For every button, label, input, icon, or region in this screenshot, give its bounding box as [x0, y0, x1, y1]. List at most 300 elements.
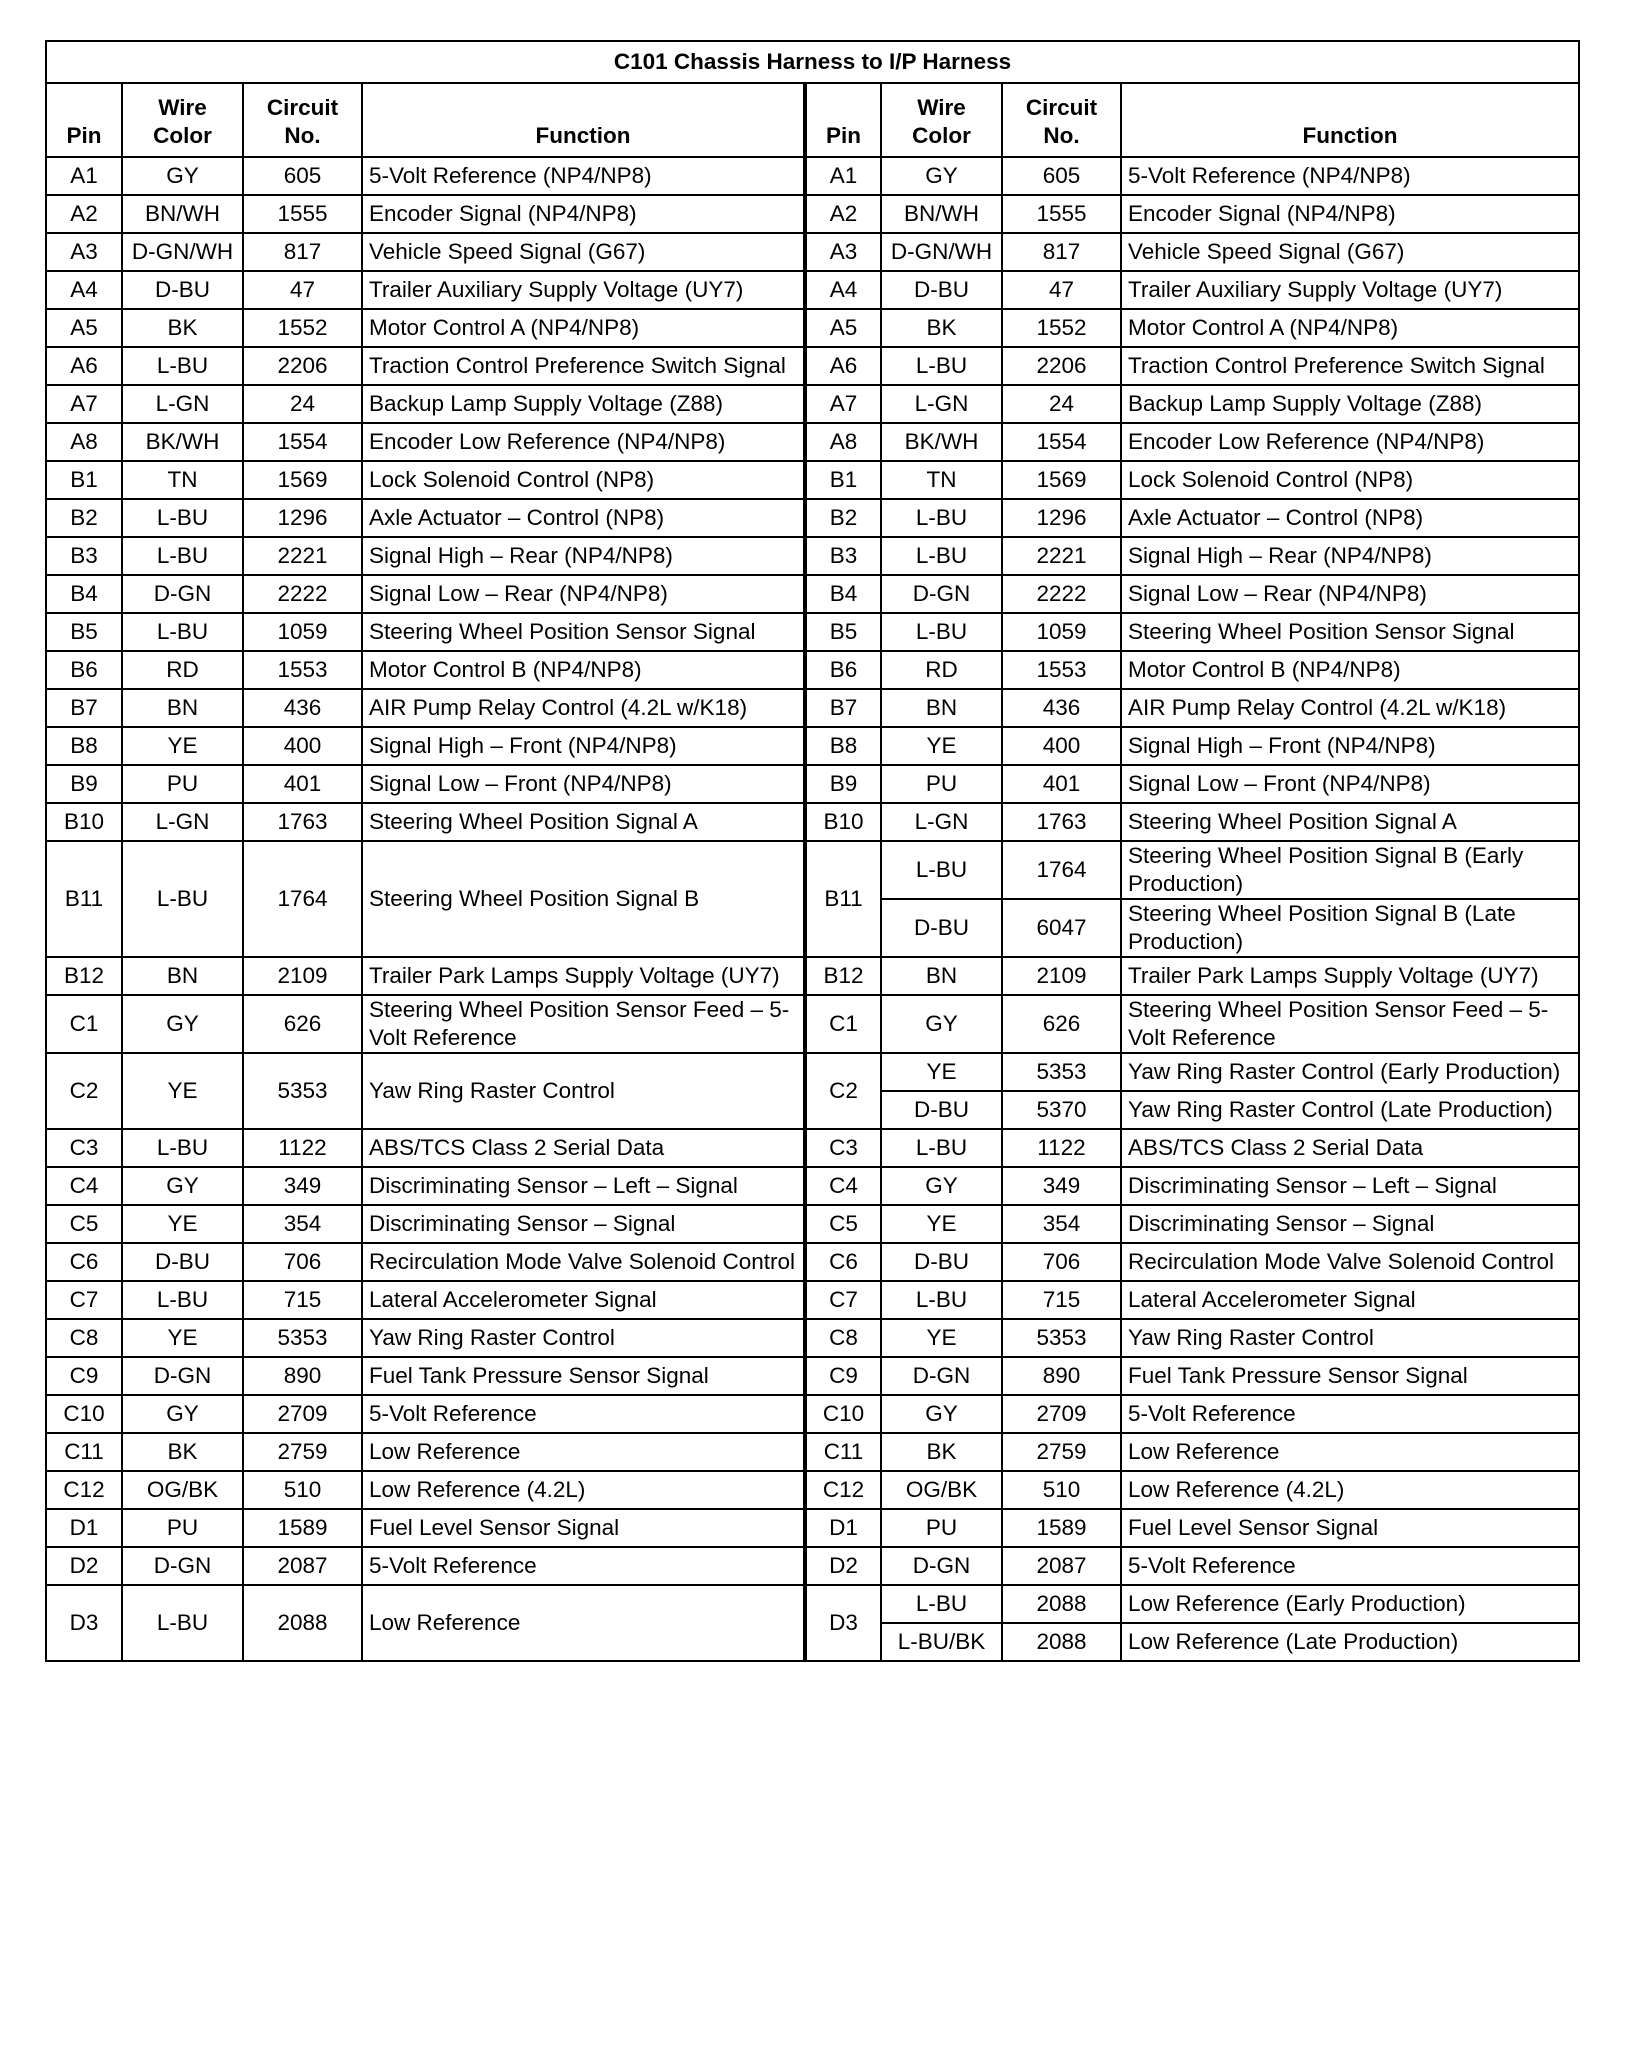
wire-color-cell: D-BU	[881, 1091, 1002, 1129]
pin-cell: C4	[46, 1167, 122, 1205]
header-circuit-left	[243, 83, 362, 157]
circuit-cell: 1552	[1002, 309, 1121, 347]
function-cell: Backup Lamp Supply Voltage (Z88)	[362, 385, 805, 423]
circuit-cell: 1764	[1002, 841, 1121, 899]
function-cell: Steering Wheel Position Signal B (Late Production)	[1121, 899, 1579, 957]
circuit-cell: 5353	[243, 1053, 362, 1129]
circuit-cell: 715	[1002, 1281, 1121, 1319]
pin-cell: A6	[46, 347, 122, 385]
header-circuit-right	[1002, 83, 1121, 157]
function-cell: Traction Control Preference Switch Signal	[362, 347, 805, 385]
pin-cell: D2	[46, 1547, 122, 1585]
table-row	[46, 957, 1579, 995]
circuit-cell: 2109	[1002, 957, 1121, 995]
circuit-cell: 1589	[243, 1509, 362, 1547]
function-cell: Low Reference (Early Production)	[1121, 1585, 1579, 1623]
function-cell: Vehicle Speed Signal (G67)	[1121, 233, 1579, 271]
function-cell: Low Reference	[362, 1585, 805, 1661]
pin-cell: B3	[46, 537, 122, 575]
table-row	[46, 499, 1579, 537]
function-cell: 5-Volt Reference	[362, 1547, 805, 1585]
circuit-cell: 401	[243, 765, 362, 803]
function-cell: 5-Volt Reference	[1121, 1395, 1579, 1433]
function-cell: Yaw Ring Raster Control	[1121, 1319, 1579, 1357]
title-row	[46, 41, 1579, 83]
table-row	[46, 1319, 1579, 1357]
wire-color-cell: L-BU/BK	[881, 1623, 1002, 1661]
header-no-label: No.	[1043, 123, 1080, 148]
function-cell: Low Reference (4.2L)	[362, 1471, 805, 1509]
pin-cell: C5	[805, 1205, 881, 1243]
wire-color-cell: GY	[122, 995, 243, 1053]
function-cell: Lateral Accelerometer Signal	[1121, 1281, 1579, 1319]
circuit-cell: 706	[1002, 1243, 1121, 1281]
circuit-cell: 626	[1002, 995, 1121, 1053]
wire-color-cell: YE	[122, 1205, 243, 1243]
wire-color-cell: GY	[881, 1167, 1002, 1205]
pin-cell: B6	[46, 651, 122, 689]
pinout-document	[45, 40, 1578, 1662]
function-cell: Trailer Auxiliary Supply Voltage (UY7)	[1121, 271, 1579, 309]
wire-color-cell: D-GN	[122, 1357, 243, 1395]
pin-cell: B11	[805, 841, 881, 957]
pin-cell: B12	[46, 957, 122, 995]
header-pin-left: Pin	[46, 83, 122, 157]
pin-cell: D2	[805, 1547, 881, 1585]
wire-color-cell: BN	[881, 689, 1002, 727]
function-cell: Signal High – Rear (NP4/NP8)	[362, 537, 805, 575]
pin-cell: B8	[805, 727, 881, 765]
header-pin-right: Pin	[805, 83, 881, 157]
wire-color-cell: GY	[881, 995, 1002, 1053]
table-row	[46, 841, 1579, 899]
wire-color-cell: YE	[881, 1205, 1002, 1243]
function-cell: Discriminating Sensor – Left – Signal	[362, 1167, 805, 1205]
pin-cell: A4	[805, 271, 881, 309]
table-row	[46, 803, 1579, 841]
function-cell: Low Reference	[362, 1433, 805, 1471]
pin-cell: A4	[46, 271, 122, 309]
table-row	[46, 575, 1579, 613]
table-row	[46, 1053, 1579, 1091]
pin-cell: C12	[46, 1471, 122, 1509]
wire-color-cell: YE	[122, 1319, 243, 1357]
wire-color-cell: GY	[122, 1167, 243, 1205]
function-cell: Fuel Tank Pressure Sensor Signal	[362, 1357, 805, 1395]
circuit-cell: 890	[243, 1357, 362, 1395]
circuit-cell: 2206	[243, 347, 362, 385]
wire-color-cell: L-BU	[881, 1585, 1002, 1623]
circuit-cell: 1763	[243, 803, 362, 841]
wire-color-cell: YE	[122, 1053, 243, 1129]
pin-rows	[46, 157, 1579, 1661]
table-row	[46, 309, 1579, 347]
wire-color-cell: L-BU	[122, 841, 243, 957]
circuit-cell: 24	[243, 385, 362, 423]
pin-cell: A8	[46, 423, 122, 461]
function-cell: Yaw Ring Raster Control (Early Production)	[1121, 1053, 1579, 1091]
function-cell: Axle Actuator – Control (NP8)	[1121, 499, 1579, 537]
circuit-cell: 400	[1002, 727, 1121, 765]
function-cell: Steering Wheel Position Signal B	[362, 841, 805, 957]
circuit-cell: 715	[243, 1281, 362, 1319]
pin-cell: C7	[46, 1281, 122, 1319]
circuit-cell: 1554	[1002, 423, 1121, 461]
circuit-cell: 2221	[243, 537, 362, 575]
circuit-cell: 2222	[1002, 575, 1121, 613]
function-cell: 5-Volt Reference (NP4/NP8)	[1121, 157, 1579, 195]
circuit-cell: 47	[243, 271, 362, 309]
circuit-cell: 2709	[243, 1395, 362, 1433]
function-cell: Steering Wheel Position Signal A	[362, 803, 805, 841]
function-cell: Recirculation Mode Valve Solenoid Control	[1121, 1243, 1579, 1281]
pin-cell: D3	[805, 1585, 881, 1661]
pin-cell: B10	[805, 803, 881, 841]
wire-color-cell: BK	[881, 309, 1002, 347]
pin-cell: C3	[46, 1129, 122, 1167]
function-cell: Steering Wheel Position Sensor Signal	[1121, 613, 1579, 651]
circuit-cell: 1555	[1002, 195, 1121, 233]
pin-cell: A3	[805, 233, 881, 271]
wire-color-cell: D-GN	[881, 1357, 1002, 1395]
pin-cell: C10	[805, 1395, 881, 1433]
function-cell: AIR Pump Relay Control (4.2L w/K18)	[1121, 689, 1579, 727]
wire-color-cell: BK	[881, 1433, 1002, 1471]
table-row	[46, 233, 1579, 271]
table-row	[46, 537, 1579, 575]
circuit-cell: 817	[1002, 233, 1121, 271]
wire-color-cell: TN	[122, 461, 243, 499]
function-cell: 5-Volt Reference	[362, 1395, 805, 1433]
function-cell: Discriminating Sensor – Left – Signal	[1121, 1167, 1579, 1205]
circuit-cell: 349	[1002, 1167, 1121, 1205]
function-cell: ABS/TCS Class 2 Serial Data	[362, 1129, 805, 1167]
header-function-left: Function	[362, 83, 805, 157]
table-row	[46, 1243, 1579, 1281]
table-row	[46, 765, 1579, 803]
table-row	[46, 1395, 1579, 1433]
pin-cell: C11	[46, 1433, 122, 1471]
header-wire-label: Wire	[158, 95, 207, 120]
pin-cell: C11	[805, 1433, 881, 1471]
function-cell: Lock Solenoid Control (NP8)	[362, 461, 805, 499]
wire-color-cell: L-BU	[881, 499, 1002, 537]
function-cell: Signal Low – Front (NP4/NP8)	[1121, 765, 1579, 803]
pin-cell: B4	[805, 575, 881, 613]
circuit-cell: 1296	[243, 499, 362, 537]
function-cell: Encoder Signal (NP4/NP8)	[362, 195, 805, 233]
function-cell: Steering Wheel Position Sensor Feed – 5-Volt Reference	[362, 995, 805, 1053]
circuit-cell: 1553	[1002, 651, 1121, 689]
circuit-cell: 1555	[243, 195, 362, 233]
function-cell: Low Reference (Late Production)	[1121, 1623, 1579, 1661]
circuit-cell: 1569	[243, 461, 362, 499]
pin-cell: B3	[805, 537, 881, 575]
pin-cell: A2	[46, 195, 122, 233]
function-cell: Low Reference	[1121, 1433, 1579, 1471]
circuit-cell: 436	[1002, 689, 1121, 727]
function-cell: Fuel Level Sensor Signal	[1121, 1509, 1579, 1547]
wire-color-cell: L-GN	[122, 385, 243, 423]
function-cell: Yaw Ring Raster Control	[362, 1319, 805, 1357]
pin-cell: A7	[805, 385, 881, 423]
wire-color-cell: L-BU	[881, 1281, 1002, 1319]
header-wire-label: Wire	[917, 95, 966, 120]
wire-color-cell: L-BU	[881, 537, 1002, 575]
circuit-cell: 605	[1002, 157, 1121, 195]
function-cell: Trailer Park Lamps Supply Voltage (UY7)	[1121, 957, 1579, 995]
wire-color-cell: PU	[122, 1509, 243, 1547]
wire-color-cell: TN	[881, 461, 1002, 499]
pin-cell: A8	[805, 423, 881, 461]
function-cell: Steering Wheel Position Sensor Feed – 5-Volt Reference	[1121, 995, 1579, 1053]
pin-cell: B1	[46, 461, 122, 499]
function-cell: Steering Wheel Position Signal A	[1121, 803, 1579, 841]
pin-cell: C1	[46, 995, 122, 1053]
circuit-cell: 2088	[1002, 1585, 1121, 1623]
wire-color-cell: L-BU	[881, 613, 1002, 651]
pin-cell: B7	[46, 689, 122, 727]
wire-color-cell: L-BU	[122, 1585, 243, 1661]
header-circuit-label: Circuit	[266, 95, 339, 120]
table-row	[46, 995, 1579, 1053]
function-cell: Steering Wheel Position Signal B (Early Production)	[1121, 841, 1579, 899]
function-cell: Discriminating Sensor – Signal	[1121, 1205, 1579, 1243]
wire-color-cell: D-GN	[122, 575, 243, 613]
pin-cell: A3	[46, 233, 122, 271]
function-cell: Backup Lamp Supply Voltage (Z88)	[1121, 385, 1579, 423]
function-cell: Low Reference (4.2L)	[1121, 1471, 1579, 1509]
function-cell: Discriminating Sensor – Signal	[362, 1205, 805, 1243]
circuit-cell: 400	[243, 727, 362, 765]
table-row	[46, 1205, 1579, 1243]
wire-color-cell: OG/BK	[881, 1471, 1002, 1509]
wire-color-cell: L-GN	[881, 385, 1002, 423]
table-row	[46, 1471, 1579, 1509]
table-row	[46, 271, 1579, 309]
pin-cell: A6	[805, 347, 881, 385]
function-cell: Encoder Low Reference (NP4/NP8)	[1121, 423, 1579, 461]
circuit-cell: 354	[243, 1205, 362, 1243]
pin-cell: B6	[805, 651, 881, 689]
circuit-cell: 6047	[1002, 899, 1121, 957]
circuit-cell: 817	[243, 233, 362, 271]
table-row	[46, 157, 1579, 195]
wire-color-cell: L-BU	[881, 1129, 1002, 1167]
wire-color-cell: BN	[881, 957, 1002, 995]
wire-color-cell: OG/BK	[122, 1471, 243, 1509]
pin-cell: A5	[805, 309, 881, 347]
pin-cell: A2	[805, 195, 881, 233]
wire-color-cell: D-GN	[122, 1547, 243, 1585]
pin-cell: C2	[46, 1053, 122, 1129]
function-cell: Encoder Low Reference (NP4/NP8)	[362, 423, 805, 461]
circuit-cell: 1589	[1002, 1509, 1121, 1547]
function-cell: Motor Control B (NP4/NP8)	[1121, 651, 1579, 689]
function-cell: Yaw Ring Raster Control	[362, 1053, 805, 1129]
pin-cell: C8	[46, 1319, 122, 1357]
circuit-cell: 5353	[1002, 1053, 1121, 1091]
wire-color-cell: L-BU	[122, 1129, 243, 1167]
pin-cell: C12	[805, 1471, 881, 1509]
header-wire-color-left	[122, 83, 243, 157]
pin-cell: C9	[805, 1357, 881, 1395]
circuit-cell: 1553	[243, 651, 362, 689]
function-cell: Signal High – Front (NP4/NP8)	[1121, 727, 1579, 765]
pin-cell: C3	[805, 1129, 881, 1167]
wire-color-cell: YE	[122, 727, 243, 765]
circuit-cell: 1763	[1002, 803, 1121, 841]
function-cell: 5-Volt Reference (NP4/NP8)	[362, 157, 805, 195]
pin-cell: A1	[46, 157, 122, 195]
function-cell: Trailer Auxiliary Supply Voltage (UY7)	[362, 271, 805, 309]
pin-cell: C1	[805, 995, 881, 1053]
pin-cell: B5	[46, 613, 122, 651]
pin-cell: B4	[46, 575, 122, 613]
wire-color-cell: D-BU	[122, 1243, 243, 1281]
function-cell: Motor Control A (NP4/NP8)	[362, 309, 805, 347]
table-row	[46, 1509, 1579, 1547]
wire-color-cell: L-BU	[122, 1281, 243, 1319]
wire-color-cell: D-GN	[881, 575, 1002, 613]
pin-cell: C8	[805, 1319, 881, 1357]
pin-cell: B11	[46, 841, 122, 957]
wire-color-cell: PU	[881, 765, 1002, 803]
circuit-cell: 1296	[1002, 499, 1121, 537]
wire-color-cell: D-GN/WH	[881, 233, 1002, 271]
pin-cell: C7	[805, 1281, 881, 1319]
wire-color-cell: L-BU	[881, 347, 1002, 385]
function-cell: Lateral Accelerometer Signal	[362, 1281, 805, 1319]
wire-color-cell: BK/WH	[122, 423, 243, 461]
function-cell: Signal Low – Front (NP4/NP8)	[362, 765, 805, 803]
table-row	[46, 727, 1579, 765]
circuit-cell: 605	[243, 157, 362, 195]
wire-color-cell: PU	[122, 765, 243, 803]
wire-color-cell: L-BU	[122, 613, 243, 651]
wire-color-cell: D-BU	[881, 1243, 1002, 1281]
function-cell: Signal Low – Rear (NP4/NP8)	[1121, 575, 1579, 613]
function-cell: Recirculation Mode Valve Solenoid Control	[362, 1243, 805, 1281]
circuit-cell: 510	[243, 1471, 362, 1509]
function-cell: Fuel Level Sensor Signal	[362, 1509, 805, 1547]
circuit-cell: 1552	[243, 309, 362, 347]
wire-color-cell: D-BU	[881, 271, 1002, 309]
wire-color-cell: YE	[881, 1319, 1002, 1357]
function-cell: Vehicle Speed Signal (G67)	[362, 233, 805, 271]
wire-color-cell: BN/WH	[122, 195, 243, 233]
function-cell: Traction Control Preference Switch Signal	[1121, 347, 1579, 385]
header-circuit-label: Circuit	[1025, 95, 1098, 120]
wire-color-cell: L-BU	[122, 499, 243, 537]
circuit-cell: 890	[1002, 1357, 1121, 1395]
wire-color-cell: BK/WH	[881, 423, 1002, 461]
function-cell: AIR Pump Relay Control (4.2L w/K18)	[362, 689, 805, 727]
table-title: C101 Chassis Harness to I/P Harness	[46, 41, 1579, 83]
function-cell: Signal Low – Rear (NP4/NP8)	[362, 575, 805, 613]
pin-cell: C9	[46, 1357, 122, 1395]
header-function-right: Function	[1121, 83, 1579, 157]
table-row	[46, 1585, 1579, 1623]
wire-color-cell: D-BU	[881, 899, 1002, 957]
pin-cell: D1	[805, 1509, 881, 1547]
table-row	[46, 1281, 1579, 1319]
circuit-cell: 2206	[1002, 347, 1121, 385]
pinout-table	[45, 40, 1580, 1662]
circuit-cell: 354	[1002, 1205, 1121, 1243]
pin-cell: B2	[46, 499, 122, 537]
circuit-cell: 2222	[243, 575, 362, 613]
wire-color-cell: RD	[122, 651, 243, 689]
table-row	[46, 1167, 1579, 1205]
wire-color-cell: YE	[881, 1053, 1002, 1091]
circuit-cell: 626	[243, 995, 362, 1053]
pin-cell: A1	[805, 157, 881, 195]
circuit-cell: 706	[243, 1243, 362, 1281]
pin-cell: C4	[805, 1167, 881, 1205]
wire-color-cell: BN	[122, 957, 243, 995]
circuit-cell: 2088	[1002, 1623, 1121, 1661]
pin-cell: B2	[805, 499, 881, 537]
table-row	[46, 651, 1579, 689]
function-cell: Yaw Ring Raster Control (Late Production)	[1121, 1091, 1579, 1129]
function-cell: Motor Control A (NP4/NP8)	[1121, 309, 1579, 347]
function-cell: Motor Control B (NP4/NP8)	[362, 651, 805, 689]
circuit-cell: 1554	[243, 423, 362, 461]
circuit-cell: 2088	[243, 1585, 362, 1661]
header-color-label: Color	[912, 123, 971, 148]
pin-cell: B10	[46, 803, 122, 841]
table-row	[46, 689, 1579, 727]
header-color-label: Color	[153, 123, 212, 148]
wire-color-cell: RD	[881, 651, 1002, 689]
circuit-cell: 1764	[243, 841, 362, 957]
circuit-cell: 1122	[243, 1129, 362, 1167]
circuit-cell: 401	[1002, 765, 1121, 803]
table-row	[46, 385, 1579, 423]
wire-color-cell: GY	[881, 1395, 1002, 1433]
circuit-cell: 1059	[243, 613, 362, 651]
wire-color-cell: BN/WH	[881, 195, 1002, 233]
circuit-cell: 1059	[1002, 613, 1121, 651]
function-cell: 5-Volt Reference	[1121, 1547, 1579, 1585]
pin-cell: C2	[805, 1053, 881, 1129]
table-row	[46, 1129, 1579, 1167]
wire-color-cell: GY	[122, 1395, 243, 1433]
header-wire-color-right	[881, 83, 1002, 157]
circuit-cell: 1122	[1002, 1129, 1121, 1167]
circuit-cell: 436	[243, 689, 362, 727]
table-row	[46, 423, 1579, 461]
wire-color-cell: PU	[881, 1509, 1002, 1547]
wire-color-cell: BN	[122, 689, 243, 727]
table-row	[46, 461, 1579, 499]
pin-cell: D1	[46, 1509, 122, 1547]
pin-cell: A5	[46, 309, 122, 347]
table-row	[46, 1433, 1579, 1471]
pin-cell: B1	[805, 461, 881, 499]
pin-cell: B5	[805, 613, 881, 651]
circuit-cell: 24	[1002, 385, 1121, 423]
circuit-cell: 349	[243, 1167, 362, 1205]
function-cell: Fuel Tank Pressure Sensor Signal	[1121, 1357, 1579, 1395]
wire-color-cell: L-BU	[122, 347, 243, 385]
circuit-cell: 5353	[1002, 1319, 1121, 1357]
pin-cell: B7	[805, 689, 881, 727]
wire-color-cell: GY	[122, 157, 243, 195]
wire-color-cell: GY	[881, 157, 1002, 195]
pin-cell: B9	[46, 765, 122, 803]
